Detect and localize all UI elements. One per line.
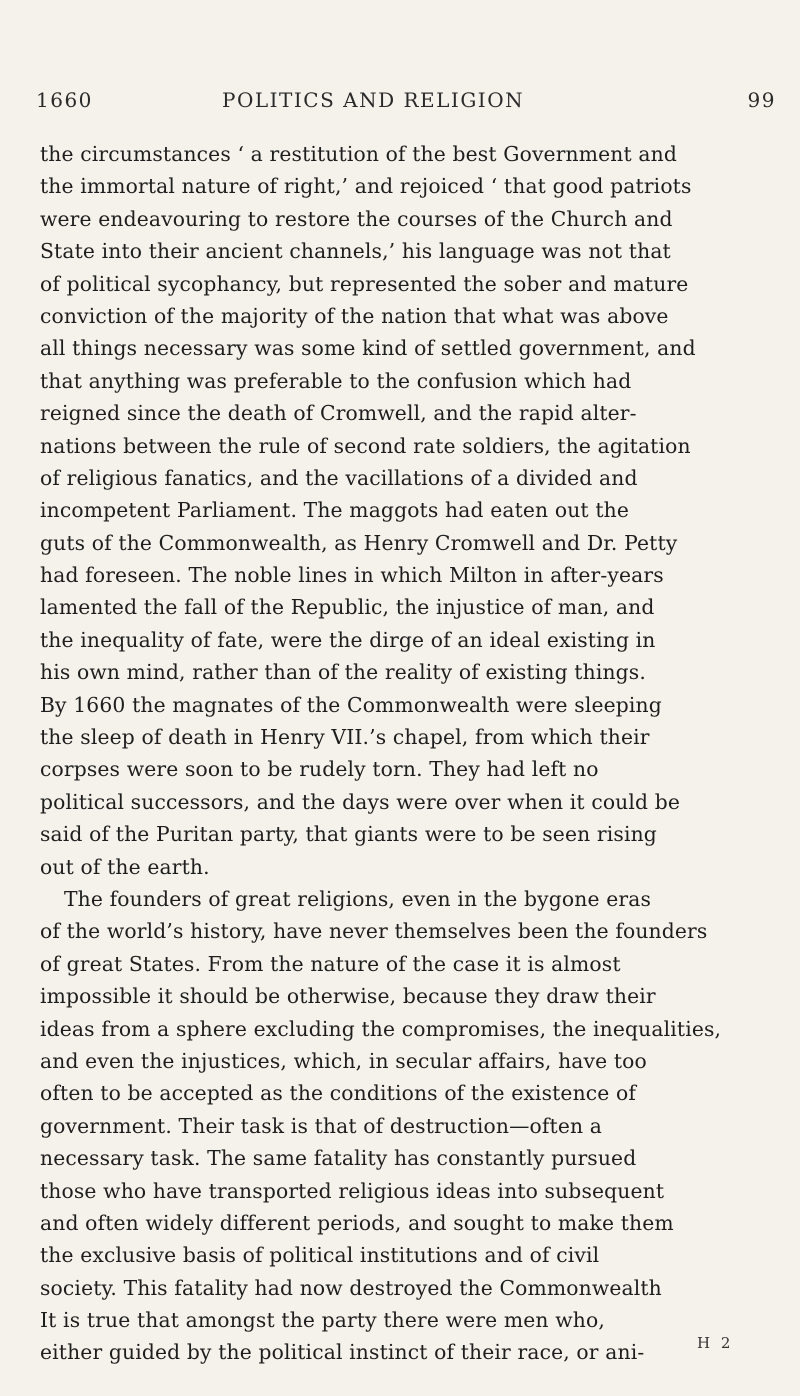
header-title: POLITICS AND RELIGION <box>222 88 525 112</box>
text-line: By 1660 the magnates of the Commonwealth were sleeping <box>40 692 662 717</box>
text-line: of great States. From the nature of the case it is almost <box>40 951 621 976</box>
text-line: of the world’s history, have never themselves been the founders <box>40 919 708 944</box>
text-line: ideas from a sphere excluding the compromises, the inequalities, <box>40 1016 722 1041</box>
text-line: government. Their task is that of destruction—often a <box>40 1113 603 1138</box>
page-number: 99 <box>747 88 776 112</box>
text-line: and even the injustices, which, in secular affairs, have too <box>40 1048 647 1073</box>
text-line: conviction of the majority of the nation that what was above <box>40 303 669 328</box>
text-line: those who have transported religious ideas into subsequent <box>40 1178 665 1203</box>
text-line: either guided by the political instinct of their race, or ani- <box>40 1340 645 1365</box>
text-line: his own mind, rather than of the reality of existing things. <box>40 660 646 685</box>
text-line: out of the earth. <box>40 854 210 879</box>
text-line: and often widely different periods, and sought to make them <box>40 1210 674 1235</box>
text-line: guts of the Commonwealth, as Henry Cromwell and Dr. Petty <box>40 530 678 555</box>
text-line: the sleep of death in Henry VII.’s chapel, from which their <box>40 725 650 750</box>
text-line: the exclusive basis of political institutions and of civil <box>40 1243 600 1268</box>
text-line: of political sycophancy, but represented the sober and mature <box>40 271 689 296</box>
text-line: of religious fanatics, and the vacillations of a divided and <box>40 465 638 490</box>
text-line: all things necessary was some kind of settled government, and <box>40 336 696 361</box>
header-year: 1660 <box>36 88 93 112</box>
text-line: the circumstances ‘ a restitution of the best Government and <box>40 142 677 166</box>
running-header <box>36 88 776 118</box>
body-text <box>40 138 760 1369</box>
paragraph-start-line: The founders of great religions, even in the bygone eras <box>64 886 652 911</box>
text-line: reigned since the death of Cromwell, and the rapid alter- <box>40 401 637 426</box>
text-line: were endeavouring to restore the courses of the Church and <box>40 206 673 231</box>
text-line: nations between the rule of second rate soldiers, the agitation <box>40 433 691 458</box>
text-line: incompetent Parliament. The maggots had eaten out the <box>40 498 629 523</box>
signature-mark: H 2 <box>697 1334 734 1352</box>
text-line: corpses were soon to be rudely torn. They had left no <box>40 757 599 782</box>
text-line: lamented the fall of the Republic, the injustice of man, and <box>40 595 655 620</box>
text-line: had foreseen. The noble lines in which Milton in after-years <box>40 563 664 588</box>
text-line: political successors, and the days were over when it could be <box>40 789 681 814</box>
text-line: society. This fatality had now destroyed the Commonwealth <box>40 1275 662 1300</box>
text-line: often to be accepted as the conditions of the existence of <box>40 1081 637 1106</box>
text-line: State into their ancient channels,’ his language was not that <box>40 239 671 264</box>
text-line: impossible it should be otherwise, because they draw their <box>40 984 656 1009</box>
text-line: the immortal nature of right,’ and rejoiced ‘ that good patriots <box>40 174 692 199</box>
text-line: necessary task. The same fatality has constantly pursued <box>40 1146 637 1171</box>
text-line: the inequality of fate, were the dirge of an ideal existing in <box>40 627 656 652</box>
text-line: said of the Puritan party, that giants were to be seen rising <box>40 822 657 847</box>
text-line: that anything was preferable to the confusion which had <box>40 368 632 393</box>
text-line: It is true that amongst the party there were men who, <box>40 1308 605 1333</box>
